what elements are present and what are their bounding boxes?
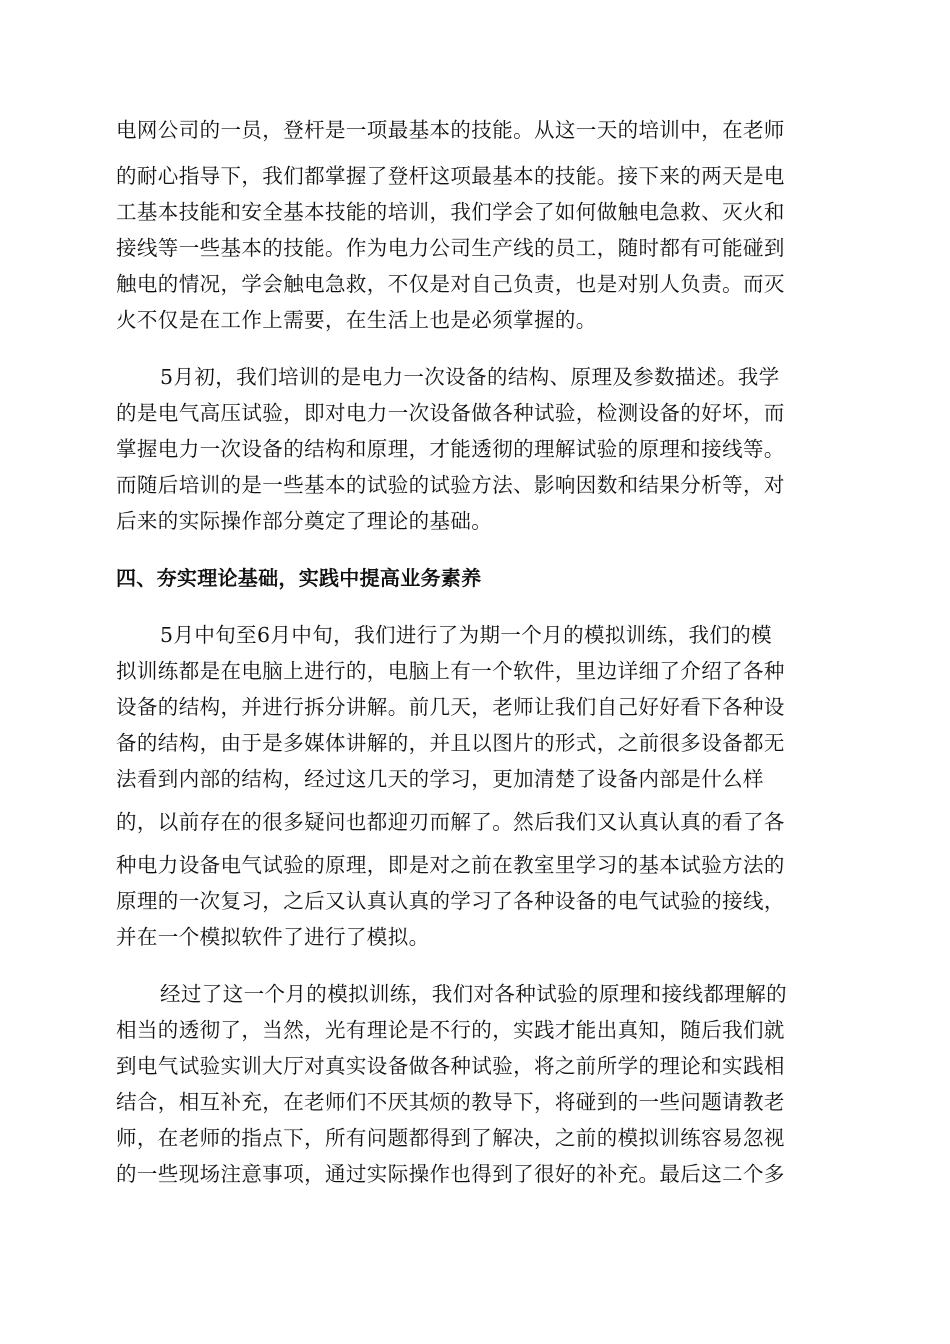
paragraph-3-line-5: 法看到内部的结构，经过这几天的学习，更加清楚了设备内部是什么样: [116, 767, 764, 791]
paragraph-4-line-6: 的一些现场注意事项，通过实际操作也得到了很好的补充。最后这二个多: [116, 1162, 785, 1186]
paragraph-4-line-3: 到电气试验实训大厅对真实设备做各种试验，将之前所学的理论和实践相: [116, 1054, 785, 1078]
paragraph-4-line-5: 师，在老师的指点下，所有问题都得到了解决，之前的模拟训练容易忽视: [116, 1126, 785, 1150]
paragraph-1-line-6: 火不仅是在工作上需要，在生活上也是必须掌握的。: [116, 308, 597, 332]
paragraph-1-line-2: 的耐心指导下，我们都掌握了登杆这项最基本的技能。接下来的两天是电: [116, 164, 785, 188]
paragraph-1-line-1: 电网公司的一员，登杆是一项最基本的技能。从这一天的培训中，在老师: [116, 118, 785, 142]
paragraph-2-line-4: 而随后培训的是一些基本的试验的试验方法、影响因数和结果分析等，对: [116, 473, 785, 497]
paragraph-1-line-5: 触电的情况，学会触电急救，不仅是对自己负责，也是对别人负责。而灭: [116, 272, 785, 296]
paragraph-4-line-4: 结合，相互补充，在老师们不厌其烦的教导下，将碰到的一些问题请教老: [116, 1090, 785, 1114]
paragraph-1-line-3: 工基本技能和安全基本技能的培训，我们学会了如何做触电急救、灭火和: [116, 200, 785, 224]
paragraph-3-line-6: 的，以前存在的很多疑问也都迎刃而解了。然后我们又认真认真的看了各: [116, 810, 785, 834]
paragraph-3-line-1: 5月中旬至6月中旬，我们进行了为期一个月的模拟训练，我们的模: [160, 623, 773, 647]
paragraph-2-line-2: 的是电气高压试验，即对电力一次设备做各种试验，检测设备的好坏，而: [116, 401, 785, 425]
paragraph-2-line-5: 后来的实际操作部分奠定了理论的基础。: [116, 509, 493, 533]
paragraph-3-line-3: 设备的结构，并进行拆分讲解。前几天，老师让我们自己好好看下各种设: [116, 695, 785, 719]
paragraph-3-line-8: 原理的一次复习，之后又认真认真的学习了各种设备的电气试验的接线，: [116, 889, 785, 913]
paragraph-2-line-3: 掌握电力一次设备的结构和原理，才能透彻的理解试验的原理和接线等。: [116, 437, 785, 461]
paragraph-3-line-9: 并在一个模拟软件了进行了模拟。: [116, 925, 430, 949]
paragraph-3-line-7: 种电力设备电气试验的原理，即是对之前在教室里学习的基本试验方法的: [116, 853, 785, 877]
section-heading: 四、夯实理论基础，实践中提高业务素养: [116, 566, 482, 590]
paragraph-2-line-1: 5月初，我们培训的是电力一次设备的结构、原理及参数描述。我学: [160, 365, 780, 389]
paragraph-1-line-4: 接线等一些基本的技能。作为电力公司生产线的员工，随时都有可能碰到: [116, 236, 785, 260]
paragraph-3-line-4: 备的结构，由于是多媒体讲解的，并且以图片的形式，之前很多设备都无: [116, 731, 785, 755]
paragraph-4-line-1: 经过了这一个月的模拟训练，我们对各种试验的原理和接线都理解的: [160, 982, 787, 1006]
paragraph-4-line-2: 相当的透彻了，当然，光有理论是不行的，实践才能出真知，随后我们就: [116, 1018, 785, 1042]
paragraph-3-line-2: 拟训练都是在电脑上进行的，电脑上有一个软件，里边详细了介绍了各种: [116, 659, 785, 683]
